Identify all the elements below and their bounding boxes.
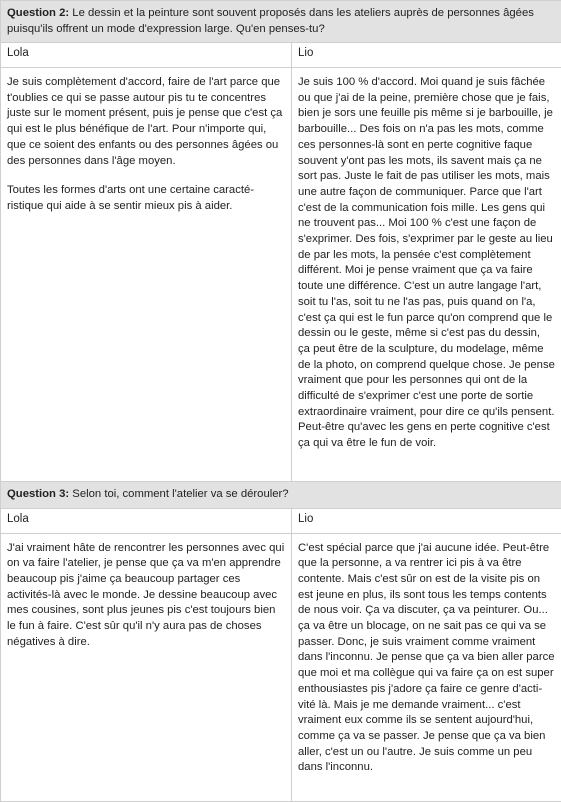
question-2-row: [1, 1, 561, 43]
question-2-cell: [1, 1, 561, 43]
question-2-text: Le dessin et la peinture sont souvent proposés dans les ateliers auprès de personnes âgées puisqu'ils offrent un mode d'expression large. Qu'en penses-tu?: [7, 7, 534, 35]
lola-q2-paragraph: Je suis complètement d'accord, faire de l'art parce que t'oublies ce qui se passe autour pis tu te concentres juste sur le moment présent, puis je pense que c'est ça qui est le plus bénéfique de l'art. Pour n'importe qui, que ce soient des enfants ou des personnes âgées ou des personnes dans l'âge moyen.: [7, 76, 283, 167]
question-2-header-row: [1, 43, 561, 68]
question-3-label: Question 3:: [7, 488, 70, 500]
question-3-lola-answer: [1, 533, 292, 801]
question-2-lio-answer: [292, 68, 561, 482]
question-3-header-row: [1, 508, 561, 533]
question-2-lola-answer: [1, 68, 292, 482]
question-3-answers-row: [1, 533, 561, 801]
question-3-lio-answer: [292, 533, 561, 801]
lio-q2-paragraph: Je suis 100 % d'accord. Moi quand je suis fâchée ou que j'ai de la peine, première chose que je fais, bien je sors une feuille pis même si je barbouille, je barbouille... Des fois on n'a pas les mots, comme ces personnes-là sont en perte cognitive faque souvent y'ont pas les mots, ils savent mais ça ne sort pas. Juste le fait de pas utiliser les mots, mais une autre façon de communiquer. Parce que l'art c'est de la communication fois mille. Les gens qui ne trouvent pas... Moi 100 % c'est une façon de s'exprimer. Des fois, s'exprimer par le geste au lieu de par les mots, la pensée c'est complètement différent. Moi je pense vraiment que ça va faire toute une différence. C'est un autre langage l'art, soit tu l'as, soit tu ne l'as pas, puis quand on l'a, c'est ça qui est le fun parce qu'on comprend que le dessin ou le geste, même si c'est pas du dessin, ça peut être de la sculpture, du modelage, même de la photo, on comprend quelque chose. Je pense vraiment que pour les personnes qui ont de la difficulté de s'exprimer c'est une porte de sortie extraordinaire vraiment, pour dire ce qu'ils pensent. Peut-être qu'avec les gens en perte cognitive c'est ça qui va être le fun de voir.: [298, 76, 555, 450]
lola-q2-paragraph: Toutes les formes d'arts ont une certaine caractéristique qui aide à se sentir mieux pis à aider.: [7, 184, 255, 212]
question-2-answers-row: [1, 68, 561, 482]
question-2-col2-header: Lio: [292, 43, 561, 68]
question-3-text: Selon toi, comment l'atelier va se dérouler?: [72, 488, 289, 500]
lio-q3-paragraph: C'est spécial parce que j'ai aucune idée. Peut-être que la personne, a va rentrer ici pis à va être contente. Mais c'est sûr on est de la visite pis on est jeune en plus, ils sont tous les temps contents de nous voir. Ça va discuter, ça va peinturer. Ou... ça va être un blocage, on ne sait pas ce qui va se passer. Donc, je suis vraiment comme vraiment dans l'inconnu. Je pense que ça va bien aller parce que moi et ma collègue qui va faire ça on est super enthousiastes pis j'adore ça faire ce genre d'activité là. Mais je me demande vraiment... c'est vraiment eux comme ils se sentent aujourd'hui, comme ça va se passer. Je pense que ça va bien aller, c'est un ou l'autre. Je suis comme un peu dans l'inconnu.: [298, 541, 555, 774]
question-3-cell: [1, 482, 561, 509]
question-2-col1-header: Lola: [1, 43, 292, 68]
question-2-label: Question 2:: [7, 7, 70, 19]
question-3-col2-header: Lio: [292, 508, 561, 533]
question-3-row: [1, 482, 561, 509]
question-3-col1-header: Lola: [1, 508, 292, 533]
lola-q3-paragraph: J'ai vraiment hâte de rencontrer les personnes avec qui on va faire l'atelier, je pense que ça va m'en apprendre beaucoup pis j'aime ça beaucoup partager ces activités-là avec le monde. Je dessine beaucoup avec mes cousines, sont plus jeunes pis c'est toujours bien le fun à faire. C'est sûr qu'il n'y aura pas de choses négatives à dire.: [7, 541, 285, 648]
